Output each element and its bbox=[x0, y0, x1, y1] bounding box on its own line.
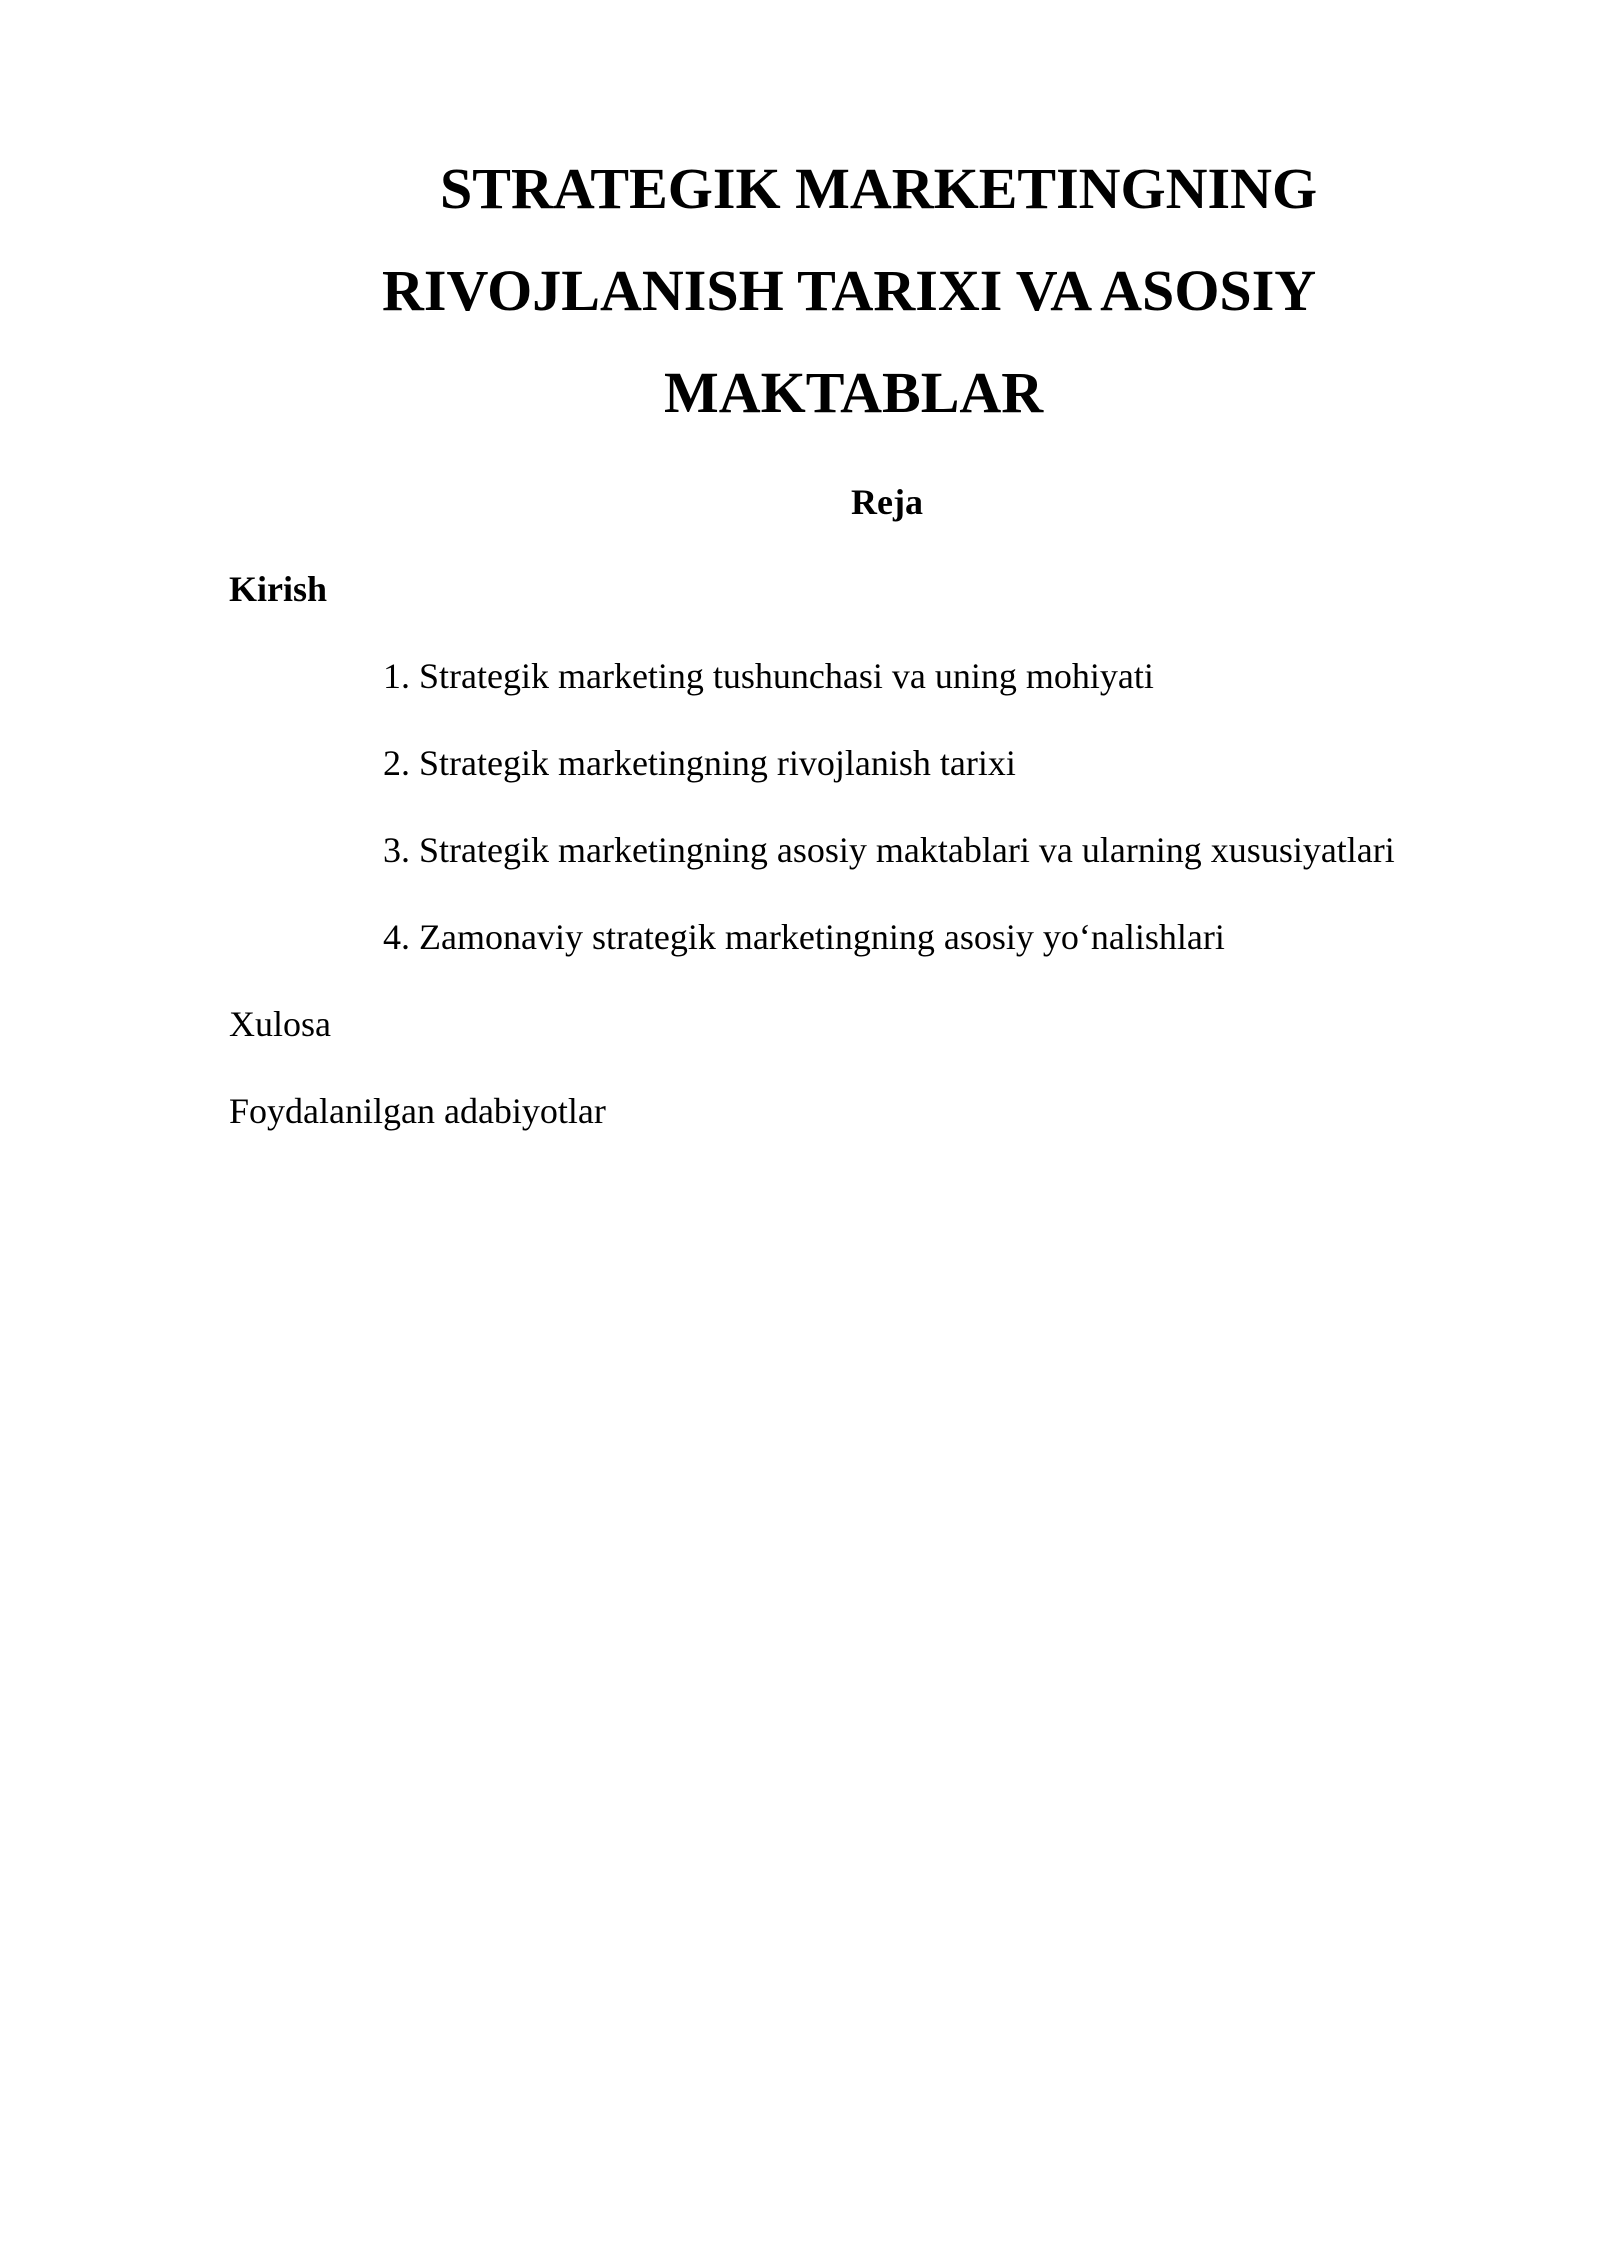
title-line-3: MAKTABLAR bbox=[664, 360, 1044, 425]
plan-item: 3. Strategik marketingning asosiy maktablari va ularning xususiyatlari bbox=[383, 830, 1395, 870]
plan-item: 2. Strategik marketingning rivojlanish tarixi bbox=[383, 743, 1016, 783]
plan-item: 1. Strategik marketing tushunchasi va uning mohiyati bbox=[383, 656, 1154, 696]
plan-item: 4. Zamonaviy strategik marketingning asosiy yo‘nalishlari bbox=[383, 917, 1225, 957]
references-heading: Foydalanilgan adabiyotlar bbox=[229, 1091, 606, 1131]
conclusion-heading: Xulosa bbox=[229, 1004, 331, 1044]
intro-heading: Kirish bbox=[229, 569, 328, 609]
title-line-1: STRATEGIK MARKETINGNING bbox=[440, 156, 1318, 221]
plan-heading: Reja bbox=[851, 482, 923, 522]
title-line-2: RIVOJLANISH TARIXI VA ASOSIY bbox=[382, 258, 1317, 323]
